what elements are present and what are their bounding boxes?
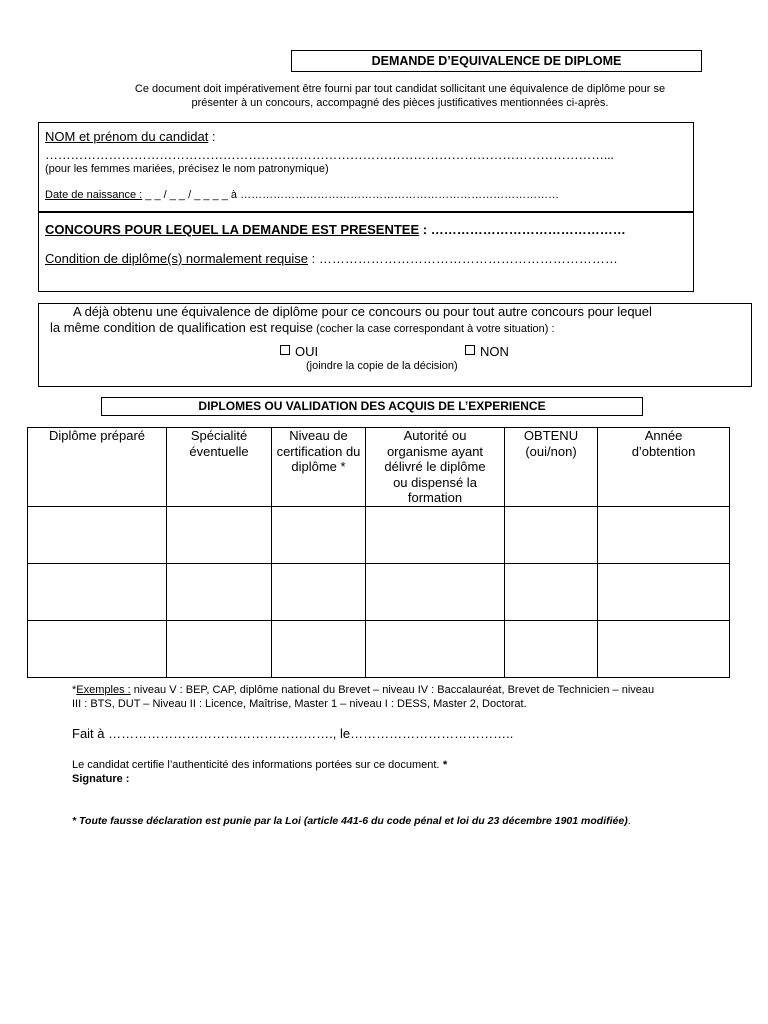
equivalence-section (38, 303, 752, 387)
oui-option[interactable] (280, 344, 318, 359)
table-cell[interactable] (272, 564, 366, 621)
certify-star: * (439, 759, 447, 771)
table-cell[interactable] (366, 621, 505, 678)
table-cell[interactable] (366, 564, 505, 621)
footer-end: . (627, 815, 631, 827)
condition-label: Condition de diplôme(s) normalement requise (45, 251, 309, 266)
header-specialite: Spécialité éventuelle (167, 428, 272, 507)
certify-line (72, 759, 447, 771)
equivalence-line-2-small: (cocher la case correspondant à votre situation) : (313, 323, 555, 335)
table-cell[interactable] (167, 507, 272, 564)
table-cell[interactable] (366, 507, 505, 564)
non-option[interactable] (465, 344, 509, 359)
form-title: DEMANDE D’EQUIVALENCE DE DIPLOME (291, 50, 702, 72)
diplomas-section-title: DIPLOMES OU VALIDATION DES ACQUIS DE L’EXPERIENCE (101, 397, 643, 416)
examples-line-1: *Exemples : niveau V : BEP, CAP, diplôme national du Brevet – niveau IV : Baccalauréat, Brevet de Technicien – niveau (72, 684, 655, 696)
examples-label: Exemples : (76, 684, 131, 696)
non-checkbox[interactable] (465, 345, 475, 355)
header-niveau-certification: Niveau de certification du diplôme * (272, 428, 366, 507)
table-row (28, 507, 730, 564)
table-cell[interactable] (28, 507, 167, 564)
table-header-row (28, 428, 730, 507)
table-cell[interactable] (505, 564, 598, 621)
condition-row (45, 251, 618, 266)
concours-field[interactable]: : ……………………………………… (419, 222, 626, 237)
examples-note (72, 684, 732, 711)
examples-text-1: niveau V : BEP, CAP, diplôme national du Brevet – niveau IV : Baccalauréat, Brevet de Technicien – niveau (130, 684, 655, 696)
oui-checkbox[interactable] (280, 345, 290, 355)
intro-line-2: présenter à un concours, accompagné des pièces justificatives mentionnées ci-après. (191, 97, 609, 109)
table-cell[interactable] (598, 621, 730, 678)
dob-label: Date de naissance : (45, 189, 143, 201)
intro-text (60, 82, 740, 110)
table-row (28, 564, 730, 621)
table-cell[interactable] (505, 621, 598, 678)
place-date-field[interactable]: Fait à ……………………………………………., le……………………………….. (72, 726, 514, 741)
table-cell[interactable] (272, 507, 366, 564)
name-label: NOM et prénom du candidat (45, 129, 209, 144)
name-field[interactable]: ……………………………………………………………………………………………………………………... (45, 147, 614, 162)
non-label: NON (480, 344, 509, 359)
candidate-section (38, 122, 694, 212)
header-annee-obtention: Année d’obtention (598, 428, 730, 507)
table-cell[interactable] (167, 564, 272, 621)
condition-field[interactable]: : …………………………………………………………… (308, 251, 618, 266)
equivalence-line-1: A déjà obtenu une équivalence de diplôme pour ce concours ou pour tout autre concours pour lequel (73, 304, 652, 319)
table-cell[interactable] (167, 621, 272, 678)
examples-line-2: III : BTS, DUT – Niveau II : Licence, Maîtrise, Master 1 – niveau I : DESS, Master 2, Doctorat. (72, 697, 527, 710)
diplomas-table (27, 427, 730, 678)
name-colon: : (208, 129, 216, 144)
decision-note: (joindre la copie de la décision) (306, 360, 458, 372)
married-note: (pour les femmes mariées, précisez le nom patronymique) (45, 163, 329, 175)
equivalence-line-2 (50, 319, 555, 337)
concours-row (45, 222, 626, 237)
name-row (45, 129, 216, 144)
certify-text: Le candidat certifie l’authenticité des informations portées sur ce document. (72, 759, 440, 771)
dob-field[interactable]: _ _ / _ _ / _ _ _ _ à …………………………………………………………………………… (142, 189, 560, 201)
equivalence-line-2-main: la même condition de qualification est requise (50, 320, 314, 335)
footer-warning (72, 815, 631, 827)
header-autorite: Autorité ou organisme ayant délivré le diplôme ou dispensé la formation (366, 428, 505, 507)
table-cell[interactable] (598, 564, 730, 621)
footer-text: * Toute fausse déclaration est punie par la Loi (article 441-6 du code pénal et loi du 23 décembre 1901 modifiée) (72, 815, 628, 827)
concours-section (38, 212, 694, 292)
signature-label: Signature : (72, 773, 130, 785)
table-cell[interactable] (272, 621, 366, 678)
oui-label: OUI (295, 344, 319, 359)
header-obtenu: OBTENU (oui/non) (505, 428, 598, 507)
concours-label: CONCOURS POUR LEQUEL LA DEMANDE EST PRESENTEE (45, 222, 420, 237)
intro-line-1: Ce document doit impérativement être fourni par tout candidat sollicitant une équivalence de diplôme pour se (134, 83, 666, 95)
table-row (28, 621, 730, 678)
table-cell[interactable] (598, 507, 730, 564)
header-diplome-prepare: Diplôme préparé (28, 428, 167, 507)
birth-row (45, 189, 559, 201)
table-cell[interactable] (505, 507, 598, 564)
table-cell[interactable] (28, 621, 167, 678)
table-cell[interactable] (28, 564, 167, 621)
